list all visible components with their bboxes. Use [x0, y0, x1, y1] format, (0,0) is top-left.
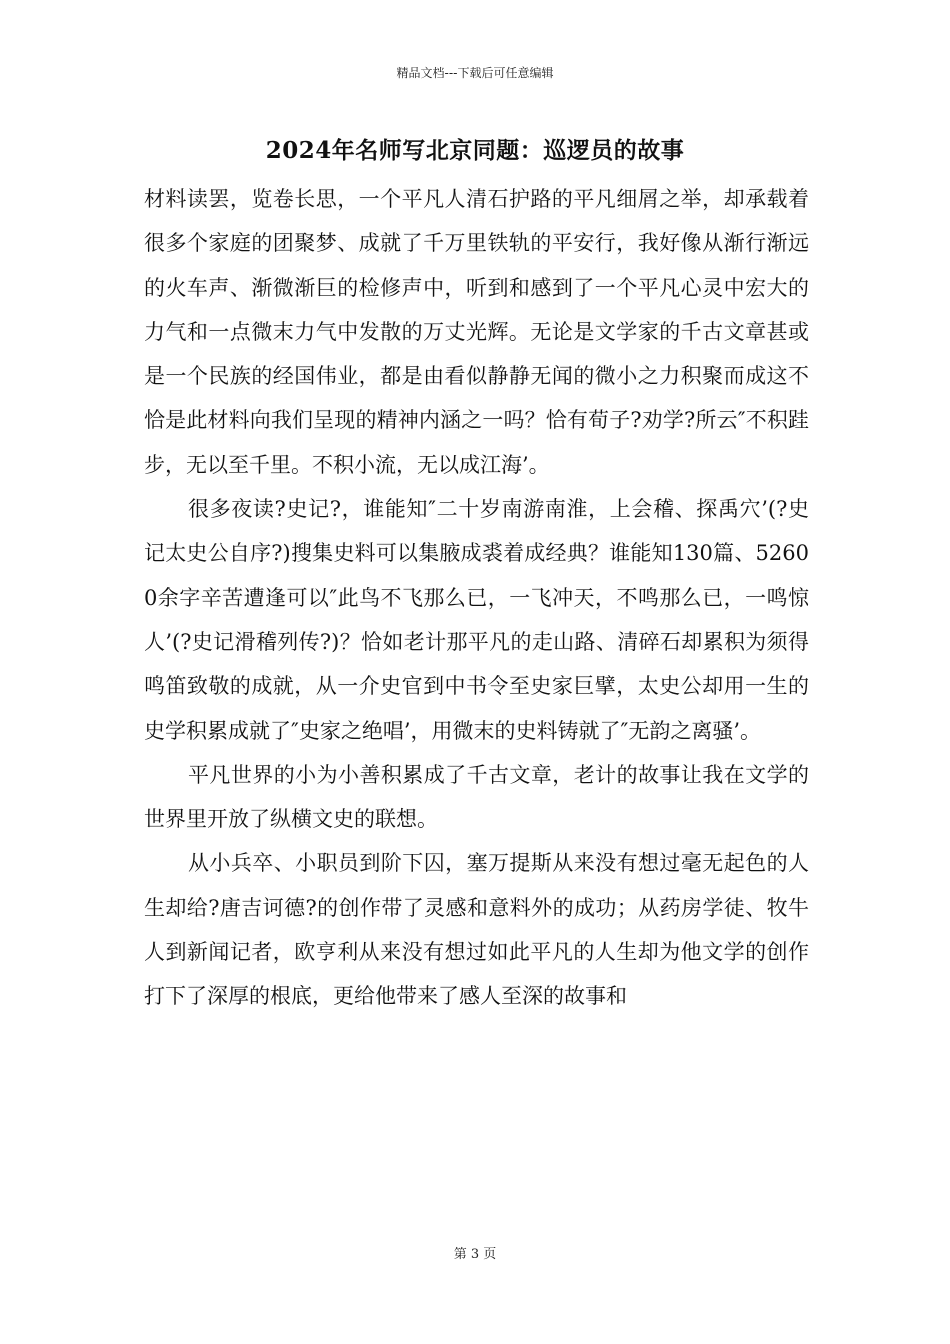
paragraph-4: 从小兵卒、小职员到阶下囚，塞万提斯从来没有想过毫无起色的人生却给?唐吉诃德?的创作带了灵感和意料外的成功；从药房学徒、牧牛人到新闻记者，欧亨利从来没有想过如此平凡的人生却为他文学的创作打下了深厚的根底，更给他带来了感人至深的故事和	[144, 851, 809, 1009]
page-header: 精品文档---下载后可任意编辑	[396, 66, 554, 80]
document-body	[144, 177, 809, 1019]
paragraph-3: 平凡世界的小为小善积累成了千古文章，老计的故事让我在文学的世界里开放了纵横文史的联想。	[144, 762, 809, 832]
document-title: 2024年名师写北京同题：巡逻员的故事	[265, 137, 685, 164]
paragraph-2: 很多夜读?史记?，谁能知″二十岁南游南淮，上会稽、探禹穴’(?史记太史公自序?)搜集史料可以集腋成裘着成经典？谁能知130篇、52600余字辛苦遭逢可以″此鸟不飞那么已，一飞冲天，不鸣那么已，一鸣惊人’(?史记滑稽列传?)？恰如老计那平凡的走山路、清碎石却累积为须得鸣笛致敬的成就，从一介史官到中书令至史家巨擘，太史公却用一生的史学积累成就了″史家之绝唱’，用微末的史料铸就了″无韵之离骚’。	[144, 497, 809, 743]
page-number: 第 3 页	[453, 1247, 497, 1262]
paragraph-1: 材料读罢，览卷长思，一个平凡人清石护路的平凡细屑之举，却承载着很多个家庭的团聚梦、成就了千万里铁轨的平安行，我好像从渐行渐远的火车声、渐微渐巨的检修声中，听到和感到了一个平凡心灵中宏大的力气和一点微末力气中发散的万丈光辉。无论是文学家的千古文章甚或是一个民族的经国伟业，都是由看似静静无闻的微小之力积聚而成这不恰是此材料向我们呈现的精神内涵之一吗？恰有荀子?劝学?所云″不积跬步，无以至千里。不积小流，无以成江海’。	[144, 187, 809, 477]
